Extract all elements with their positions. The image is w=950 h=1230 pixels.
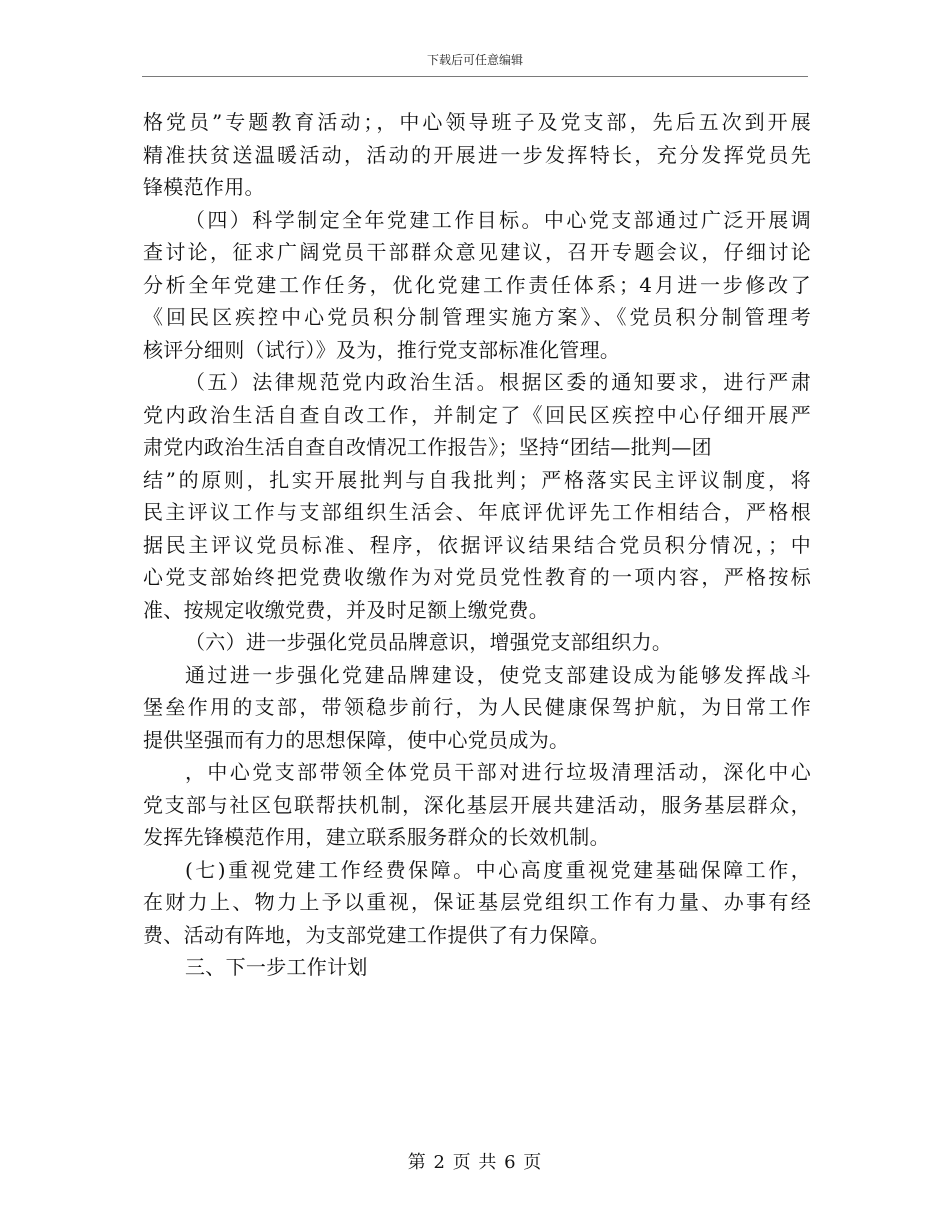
text-line: 据民主评议党员标准、程序，依据评议结果结合党员积分情况，；中: [143, 532, 811, 557]
text-line: （六）进一步强化党员品牌意识，增强党支部组织力。: [185, 630, 673, 654]
text-line: （五）法律规范党内政治生活。根据区委的通知要求，进行严肃: [185, 370, 811, 394]
text-line: 肃党内政治生活自查自改情况工作报告》；坚持“团结—批判—团: [143, 435, 712, 459]
text-line: 民主评议工作与支部组织生活会、年底评优评先工作相结合，严格根: [143, 500, 811, 524]
text-line: 通过进一步强化党建品牌建设，使党支部建设成为能够发挥战斗: [185, 662, 811, 687]
text-line: 发挥先锋模范作用，建立联系服务群众的长效机制。: [143, 825, 610, 849]
text-line: 三、下一步工作计划: [185, 955, 368, 979]
document-body: [143, 106, 811, 984]
text-line: 党内政治生活自查自改工作，并制定了《回民区疾控中心仔细开展严: [143, 402, 811, 427]
text-line: 分析全年党建工作任务，优化党建工作责任体系；4月进一步修改了: [143, 272, 811, 297]
text-line: 《回民区疾控中心党员积分制管理实施方案》、《党员积分制管理考: [143, 305, 811, 329]
text-line: 费、活动有阵地，为支部党建工作提供了有力保障。: [143, 922, 610, 947]
text-line: 格党员”专题教育活动；，中心领导班子及党支部，先后五次到开展: [143, 110, 811, 134]
page-header: 下载后可任意编辑: [426, 53, 523, 67]
text-line: 提供坚强而有力的思想保障，使中心党员成为。: [143, 727, 570, 752]
text-line: 在财力上、物力上予以重视，保证基层党组织工作有力量、办事有经: [143, 890, 811, 914]
text-line: 结”的原则，扎实开展批判与自我批判；严格落实民主评议制度，将: [143, 467, 811, 492]
text-line: 查讨论，征求广阔党员干部群众意见建议，召开专题会议，仔细讨论: [143, 240, 811, 264]
text-line: 精准扶贫送温暖活动，活动的开展进一步发挥特长，充分发挥党员先: [143, 142, 811, 167]
text-line: 准、按规定收缴党费，并及时足额上缴党费。: [143, 597, 549, 622]
text-line: 党支部与社区包联帮扶机制，深化基层开展共建活动，服务基层群众，: [143, 792, 811, 817]
text-line: 核评分细则（试行）》及为，推行党支部标准化管理。: [143, 337, 621, 362]
text-line: 堡垒作用的支部，带领稳步前行，为人民健康保驾护航，为日常工作: [143, 695, 811, 719]
text-line: 锋模范作用。: [143, 175, 265, 199]
text-line: (七)重视党建工作经费保障。中心高度重视党建基础保障工作，: [185, 857, 811, 882]
text-line: 心党支部始终把党费收缴作为对党员党性教育的一项内容，严格按标: [143, 565, 811, 589]
header-divider: [142, 76, 808, 77]
text-line: ，中心党支部带领全体党员干部对进行垃圾清理活动，深化中心: [185, 760, 811, 784]
text-line: （四）科学制定全年党建工作目标。中心党支部通过广泛开展调: [185, 207, 811, 232]
page-footer: 第 2 页 共 6 页: [407, 1152, 543, 1173]
